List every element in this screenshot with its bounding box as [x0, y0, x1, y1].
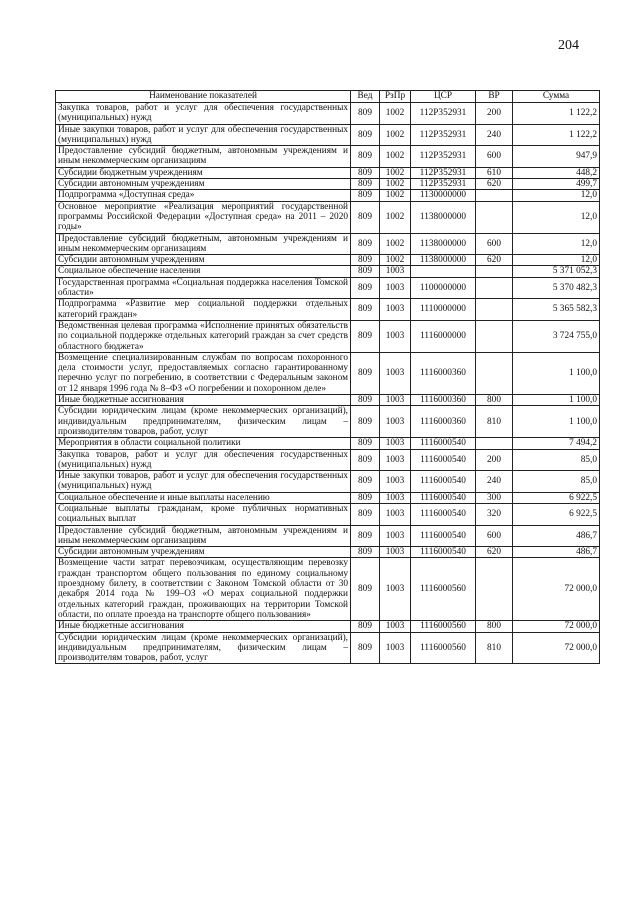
cell-name: Возмещение части затрат перевозчикам, осуществляющим перевозку граждан транспортом общего пользования по единому социальному проездному билету, в соответствии с Законом Томской области от 30 декабря 2014 года № 199–ОЗ «О мерах социальной поддержки отдельных категорий граждан, проживающих на территории Томской области, по оплате проезда на транспорте общего пользования» — [56, 558, 351, 621]
cell-csr: 1116000540 — [411, 503, 476, 525]
table-row — [56, 167, 600, 178]
cell-name: Субсидии автономным учреждениям — [56, 255, 351, 266]
cell-sum: 1 100,0 — [513, 395, 600, 406]
cell-csr: 1116000540 — [411, 449, 476, 471]
cell-sum: 5 370 482,3 — [513, 277, 600, 299]
cell-csr: 1116000540 — [411, 438, 476, 449]
cell-ved: 809 — [351, 167, 380, 178]
cell-vr — [476, 277, 513, 299]
header-sum: Сумма — [513, 91, 600, 103]
cell-sum: 947,9 — [513, 146, 600, 168]
cell-vr — [476, 352, 513, 394]
budget-table — [55, 90, 600, 664]
cell-rzpr: 1002 — [380, 201, 411, 233]
cell-vr: 240 — [476, 471, 513, 493]
cell-rzpr: 1003 — [380, 492, 411, 503]
cell-name: Государственная программа «Социальная поддержка населения Томской области» — [56, 277, 351, 299]
table-row — [56, 547, 600, 558]
cell-sum: 85,0 — [513, 471, 600, 493]
cell-csr: 1116000360 — [411, 352, 476, 394]
cell-ved: 809 — [351, 449, 380, 471]
cell-csr: 1116000360 — [411, 395, 476, 406]
cell-ved: 809 — [351, 503, 380, 525]
cell-rzpr: 1003 — [380, 558, 411, 621]
cell-name: Социальные выплаты гражданам, кроме публичных нормативных социальных выплат — [56, 503, 351, 525]
cell-vr: 600 — [476, 525, 513, 547]
cell-vr: 800 — [476, 395, 513, 406]
table-row — [56, 503, 600, 525]
cell-csr: 112Р352931 — [411, 124, 476, 146]
table-row — [56, 190, 600, 201]
cell-sum: 12,0 — [513, 190, 600, 201]
cell-sum: 72 000,0 — [513, 621, 600, 632]
cell-rzpr: 1002 — [380, 124, 411, 146]
cell-rzpr: 1003 — [380, 471, 411, 493]
table-header-row — [56, 91, 600, 103]
cell-ved: 809 — [351, 103, 380, 125]
cell-ved: 809 — [351, 299, 380, 321]
cell-sum: 12,0 — [513, 201, 600, 233]
cell-rzpr: 1003 — [380, 503, 411, 525]
cell-sum: 72 000,0 — [513, 632, 600, 664]
header-name: Наименование показателей — [56, 91, 351, 103]
table-row — [56, 266, 600, 277]
table-row — [56, 492, 600, 503]
cell-name: Подпрограмма «Развитие мер социальной поддержки отдельных категорий граждан» — [56, 299, 351, 321]
cell-sum: 6 922,5 — [513, 503, 600, 525]
cell-csr: 1116000540 — [411, 492, 476, 503]
cell-csr: 112Р352931 — [411, 103, 476, 125]
cell-ved: 809 — [351, 438, 380, 449]
cell-vr: 810 — [476, 406, 513, 438]
cell-vr — [476, 558, 513, 621]
cell-sum: 72 000,0 — [513, 558, 600, 621]
cell-rzpr: 1002 — [380, 167, 411, 178]
cell-csr: 1138000000 — [411, 233, 476, 255]
cell-csr: 1116000560 — [411, 558, 476, 621]
cell-name: Субсидии автономным учреждениям — [56, 547, 351, 558]
cell-name: Субсидии юридическим лицам (кроме некоммерческих организаций), индивидуальным предпринимателям, физическим лицам – производителям товаров, работ, услуг — [56, 406, 351, 438]
cell-name: Иные бюджетные ассигнования — [56, 621, 351, 632]
cell-vr: 810 — [476, 632, 513, 664]
cell-name: Ведомственная целевая программа «Исполнение принятых обязательств по социальной поддержке отдельных категорий граждан за счет средств областного бюджета» — [56, 320, 351, 352]
cell-sum: 6 922,5 — [513, 492, 600, 503]
table-row — [56, 179, 600, 190]
cell-name: Предоставление субсидий бюджетным, автономным учреждениям и иным некоммерческим организациям — [56, 146, 351, 168]
cell-vr: 200 — [476, 103, 513, 125]
table-row — [56, 233, 600, 255]
cell-rzpr: 1003 — [380, 266, 411, 277]
header-csr: ЦСР — [411, 91, 476, 103]
cell-rzpr: 1003 — [380, 320, 411, 352]
cell-csr: 1116000540 — [411, 547, 476, 558]
cell-ved: 809 — [351, 255, 380, 266]
cell-vr — [476, 266, 513, 277]
cell-name: Социальное обеспечение и иные выплаты населению — [56, 492, 351, 503]
cell-csr: 1138000000 — [411, 201, 476, 233]
cell-ved: 809 — [351, 352, 380, 394]
cell-rzpr: 1003 — [380, 547, 411, 558]
cell-csr: 1138000000 — [411, 255, 476, 266]
cell-vr — [476, 438, 513, 449]
table-row — [56, 103, 600, 125]
table-row — [56, 449, 600, 471]
cell-sum: 1 100,0 — [513, 352, 600, 394]
header-ved: Вед — [351, 91, 380, 103]
cell-vr: 620 — [476, 547, 513, 558]
header-rzpr: РзПр — [380, 91, 411, 103]
cell-rzpr: 1003 — [380, 449, 411, 471]
table-body — [56, 103, 600, 664]
cell-ved: 809 — [351, 266, 380, 277]
page-number: 204 — [558, 38, 579, 53]
table-row — [56, 146, 600, 168]
cell-rzpr: 1003 — [380, 395, 411, 406]
cell-vr: 320 — [476, 503, 513, 525]
cell-name: Предоставление субсидий бюджетным, автономным учреждениям и иным некоммерческим организациям — [56, 233, 351, 255]
table-row — [56, 124, 600, 146]
cell-ved: 809 — [351, 320, 380, 352]
cell-csr: 112Р352931 — [411, 167, 476, 178]
cell-rzpr: 1003 — [380, 299, 411, 321]
cell-sum: 1 100,0 — [513, 406, 600, 438]
cell-vr: 620 — [476, 179, 513, 190]
cell-vr: 240 — [476, 124, 513, 146]
table-row — [56, 471, 600, 493]
cell-csr: 1116000560 — [411, 632, 476, 664]
cell-rzpr: 1002 — [380, 146, 411, 168]
cell-sum: 12,0 — [513, 255, 600, 266]
table-row — [56, 395, 600, 406]
cell-ved: 809 — [351, 146, 380, 168]
cell-ved: 809 — [351, 558, 380, 621]
cell-name: Предоставление субсидий бюджетным, автономным учреждениям и иным некоммерческим организациям — [56, 525, 351, 547]
table-row — [56, 621, 600, 632]
cell-name: Закупка товаров, работ и услуг для обеспечения государственных (муниципальных) нужд — [56, 103, 351, 125]
cell-sum: 7 494,2 — [513, 438, 600, 449]
cell-csr: 1116000540 — [411, 525, 476, 547]
cell-vr — [476, 299, 513, 321]
cell-csr: 1110000000 — [411, 299, 476, 321]
cell-vr: 200 — [476, 449, 513, 471]
cell-csr: 112Р352931 — [411, 179, 476, 190]
cell-name: Иные бюджетные ассигнования — [56, 395, 351, 406]
cell-vr: 600 — [476, 146, 513, 168]
cell-vr: 800 — [476, 621, 513, 632]
cell-rzpr: 1002 — [380, 233, 411, 255]
cell-name: Социальное обеспечение населения — [56, 266, 351, 277]
cell-rzpr: 1002 — [380, 255, 411, 266]
cell-ved: 809 — [351, 124, 380, 146]
cell-csr: 1100000000 — [411, 277, 476, 299]
cell-csr — [411, 266, 476, 277]
cell-vr — [476, 190, 513, 201]
cell-sum: 486,7 — [513, 525, 600, 547]
cell-ved: 809 — [351, 395, 380, 406]
cell-name: Субсидии автономным учреждениям — [56, 179, 351, 190]
cell-ved: 809 — [351, 179, 380, 190]
cell-rzpr: 1002 — [380, 190, 411, 201]
cell-name: Возмещение специализированным службам по вопросам похоронного дела стоимости услуг, предоставляемых согласно гарантированному перечню услуг по погребению, в соответствии с Федеральным законом от 12 января 1996 года № 8–ФЗ «О погребении и похоронном деле» — [56, 352, 351, 394]
table-row — [56, 201, 600, 233]
cell-vr: 300 — [476, 492, 513, 503]
cell-vr — [476, 320, 513, 352]
cell-rzpr: 1003 — [380, 525, 411, 547]
cell-ved: 809 — [351, 525, 380, 547]
cell-sum: 5 365 582,3 — [513, 299, 600, 321]
cell-sum: 448,2 — [513, 167, 600, 178]
cell-ved: 809 — [351, 277, 380, 299]
cell-rzpr: 1003 — [380, 352, 411, 394]
cell-csr: 1116000540 — [411, 471, 476, 493]
cell-ved: 809 — [351, 233, 380, 255]
cell-rzpr: 1003 — [380, 277, 411, 299]
cell-sum: 1 122,2 — [513, 103, 600, 125]
cell-name: Иные закупки товаров, работ и услуг для обеспечения государственных (муниципальных) нужд — [56, 124, 351, 146]
header-vr: ВР — [476, 91, 513, 103]
table-row — [56, 320, 600, 352]
cell-rzpr: 1003 — [380, 632, 411, 664]
cell-rzpr: 1003 — [380, 406, 411, 438]
cell-rzpr: 1002 — [380, 179, 411, 190]
cell-ved: 809 — [351, 492, 380, 503]
table-row — [56, 277, 600, 299]
cell-rzpr: 1003 — [380, 621, 411, 632]
table-row — [56, 525, 600, 547]
cell-vr — [476, 201, 513, 233]
cell-name: Подпрограмма «Доступная среда» — [56, 190, 351, 201]
cell-ved: 809 — [351, 190, 380, 201]
cell-name: Субсидии бюджетным учреждениям — [56, 167, 351, 178]
table-row — [56, 255, 600, 266]
cell-vr: 610 — [476, 167, 513, 178]
cell-sum: 5 371 052,3 — [513, 266, 600, 277]
table-row — [56, 299, 600, 321]
table-row — [56, 352, 600, 394]
cell-sum: 499,7 — [513, 179, 600, 190]
cell-ved: 809 — [351, 621, 380, 632]
table-row — [56, 632, 600, 664]
cell-vr: 600 — [476, 233, 513, 255]
cell-sum: 1 122,2 — [513, 124, 600, 146]
cell-name: Мероприятия в области социальной политики — [56, 438, 351, 449]
table-row — [56, 406, 600, 438]
cell-csr: 1116000000 — [411, 320, 476, 352]
cell-name: Закупка товаров, работ и услуг для обеспечения государственных (муниципальных) нужд — [56, 449, 351, 471]
cell-csr: 112Р352931 — [411, 146, 476, 168]
cell-name: Основное мероприятие «Реализация мероприятий государственной программы Российской Федерации «Доступная среда» на 2011 – 2020 годы» — [56, 201, 351, 233]
cell-ved: 809 — [351, 201, 380, 233]
cell-ved: 809 — [351, 547, 380, 558]
table-row — [56, 558, 600, 621]
cell-csr: 1130000000 — [411, 190, 476, 201]
cell-ved: 809 — [351, 632, 380, 664]
cell-name: Субсидии юридическим лицам (кроме некоммерческих организаций), индивидуальным предпринимателям, физическим лицам – производителям товаров, работ, услуг — [56, 632, 351, 664]
cell-rzpr: 1002 — [380, 103, 411, 125]
cell-rzpr: 1003 — [380, 438, 411, 449]
cell-name: Иные закупки товаров, работ и услуг для обеспечения государственных (муниципальных) нужд — [56, 471, 351, 493]
cell-ved: 809 — [351, 471, 380, 493]
cell-ved: 809 — [351, 406, 380, 438]
cell-csr: 1116000360 — [411, 406, 476, 438]
cell-sum: 85,0 — [513, 449, 600, 471]
cell-sum: 3 724 755,0 — [513, 320, 600, 352]
cell-sum: 486,7 — [513, 547, 600, 558]
cell-sum: 12,0 — [513, 233, 600, 255]
cell-csr: 1116000560 — [411, 621, 476, 632]
cell-vr: 620 — [476, 255, 513, 266]
table-row — [56, 438, 600, 449]
